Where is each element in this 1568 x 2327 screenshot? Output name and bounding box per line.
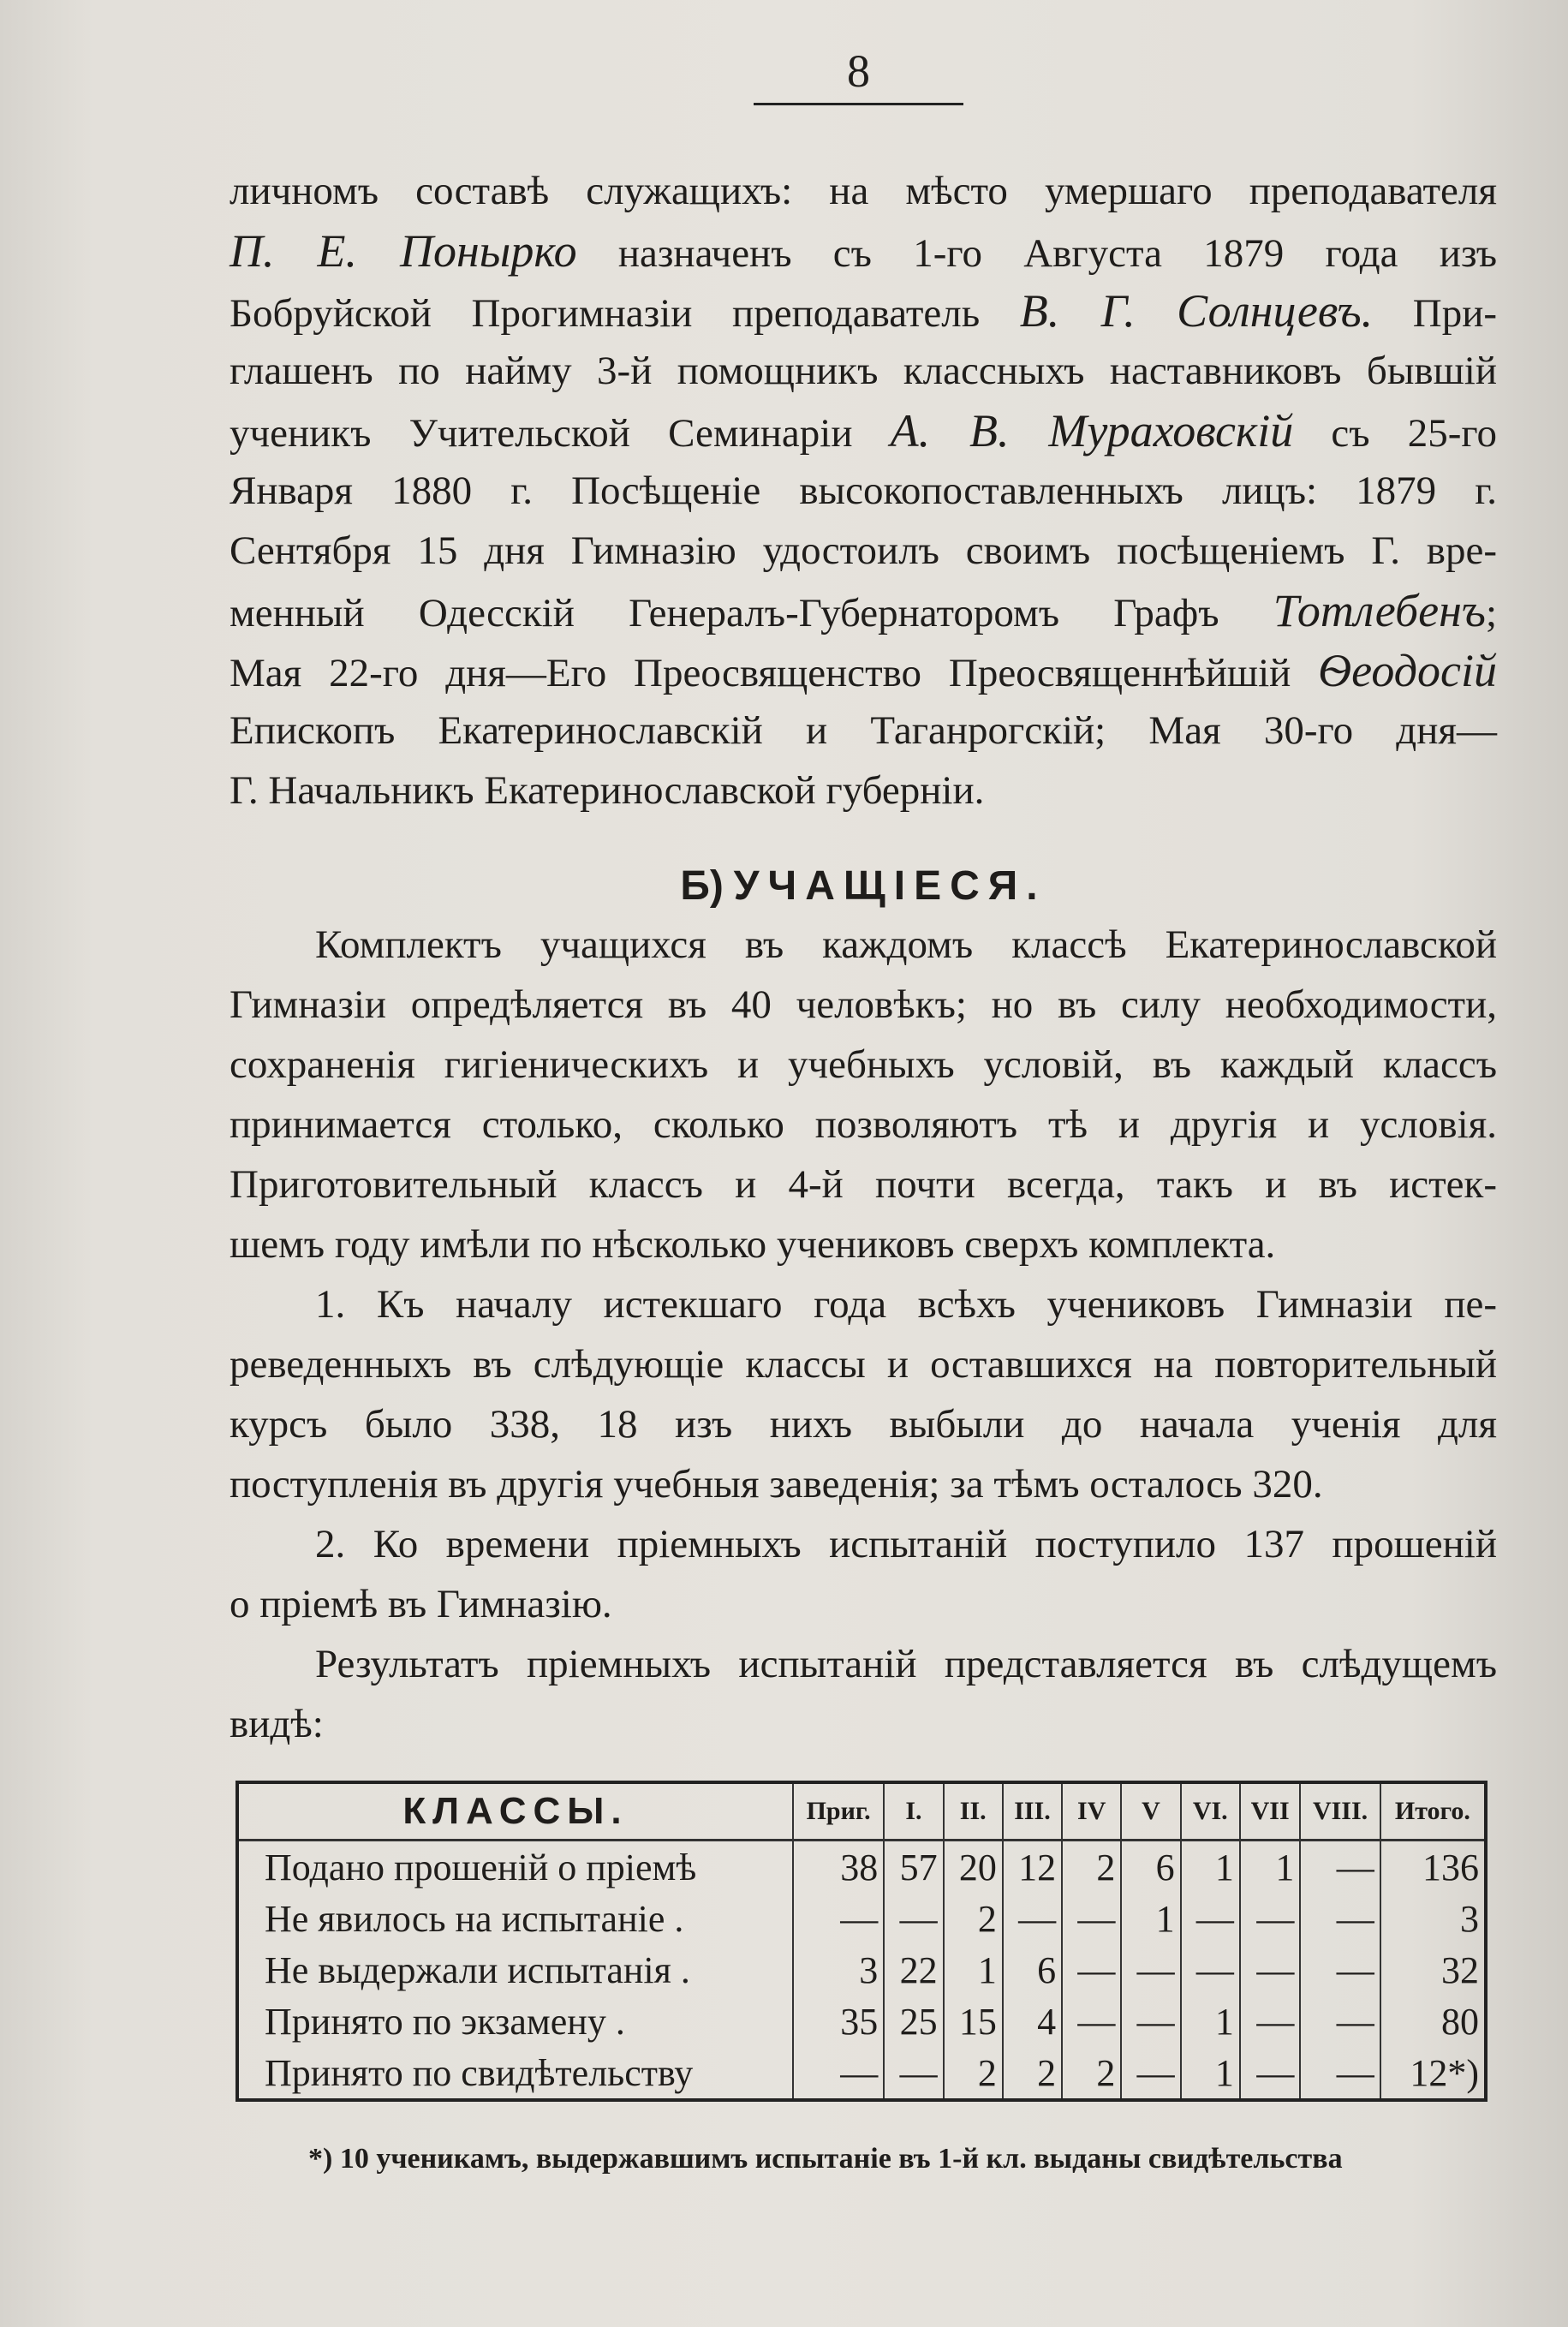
page-number: 8	[847, 45, 870, 97]
column-header: V	[1121, 1782, 1180, 1841]
text-line: шемъ году имѣли по нѣсколько учениковъ сверхъ комплекта.	[230, 1222, 1276, 1267]
column-header: Итого.	[1380, 1782, 1486, 1841]
table-cell: 25	[884, 1996, 943, 2047]
column-header: VI.	[1181, 1782, 1240, 1841]
table-cell: 80	[1380, 1996, 1486, 2047]
column-header: IV	[1062, 1782, 1121, 1841]
table-cell: —	[1300, 1944, 1380, 1996]
table-cell: —	[884, 1893, 943, 1944]
text-line: ученикъ Учительской Семинаріи А. В. Мураховскій съ 25-го	[230, 405, 1497, 456]
paragraph-students	[230, 915, 1497, 1754]
column-header: II.	[944, 1782, 1003, 1841]
person-name: Тотлебенъ	[1273, 585, 1486, 636]
table-cell: 32	[1380, 1944, 1486, 1996]
text-line: менный Одесскій Генералъ-Губернаторомъ Графъ Тотлебенъ;	[230, 585, 1497, 636]
table-cell: —	[1181, 1944, 1240, 1996]
text-line: сохраненія гигіеническихъ и учебныхъ условій, въ каждый классъ	[230, 1042, 1497, 1087]
table-cell: 2	[1003, 2047, 1062, 2100]
section-prefix: Б)	[680, 863, 724, 909]
row-label: Подано прошеній о пріемѣ	[265, 1846, 697, 1888]
column-header-classes: КЛАССЫ.	[237, 1782, 793, 1841]
table-row	[237, 1996, 1486, 2047]
table-body	[237, 1841, 1486, 2101]
table-cell: 1	[944, 1944, 1003, 1996]
text-line: личномъ составѣ служащихъ: на мѣсто умершаго преподавателя	[230, 169, 1497, 213]
table-cell: —	[1300, 1841, 1380, 1894]
table-cell: 4	[1003, 1996, 1062, 2047]
text-line: видѣ:	[230, 1702, 324, 1746]
table-cell: 20	[944, 1841, 1003, 1894]
text-line: 1. Къ началу истекшаго года всѣхъ учениковъ Гимназіи пе-	[315, 1282, 1497, 1327]
table-cell: —	[1062, 1944, 1121, 1996]
table-cell: —	[793, 2047, 884, 2100]
paragraph-staff	[230, 161, 1497, 820]
text-line: глашенъ по найму 3-й помощникъ классныхъ наставниковъ бывшій	[230, 349, 1497, 393]
table-cell: 15	[944, 1996, 1003, 2047]
person-name: В. Г. Солнцевъ.	[1019, 285, 1374, 337]
table-cell: —	[1300, 2047, 1380, 2100]
table-cell: —	[884, 2047, 943, 2100]
row-label: Принято по экзамену .	[265, 2000, 625, 2043]
table-cell: —	[793, 1893, 884, 1944]
text-line: курсъ было 338, 18 изъ нихъ выбыли до начала ученія для	[230, 1402, 1497, 1447]
table-row	[237, 1893, 1486, 1944]
table-cell: —	[1121, 1944, 1180, 1996]
table-cell: 1	[1181, 1841, 1240, 1894]
text-line: о пріемѣ въ Гимназію.	[230, 1582, 612, 1626]
table-cell: 2	[1062, 1841, 1121, 1894]
text-line: Приготовительный классъ и 4-й почти всегда, такъ и въ истек-	[230, 1162, 1497, 1207]
table-cell: 1	[1240, 1841, 1300, 1894]
table-cell: —	[1062, 1996, 1121, 2047]
table-cell: 1	[1181, 1996, 1240, 2047]
column-header: I.	[884, 1782, 943, 1841]
table-row	[237, 1944, 1486, 1996]
text-line: Мая 22-го дня—Его Преосвященство Преосвященнѣйшій Ѳеодосій	[230, 645, 1497, 696]
table-cell: —	[1240, 2047, 1300, 2100]
text-line: реведенныхъ въ слѣдующіе классы и оставшихся на повторительный	[230, 1342, 1497, 1387]
row-label: Принято по свидѣтельству	[265, 2051, 694, 2094]
person-name: П. Е. Понырко	[230, 225, 577, 277]
text-line: Января 1880 г. Посѣщеніе высокопоставленныхъ лицъ: 1879 г.	[230, 468, 1497, 513]
table-cell: 35	[793, 1996, 884, 2047]
text-line: Результатъ пріемныхъ испытаній представляется въ слѣдущемъ	[315, 1642, 1497, 1686]
text-line: П. Е. Понырко назначенъ съ 1-го Августа 1879 года изъ	[230, 225, 1498, 277]
table-cell: 57	[884, 1841, 943, 1894]
text-line: принимается столько, сколько позволяютъ тѣ и другія и условія.	[230, 1102, 1497, 1147]
table-cell: 6	[1121, 1841, 1180, 1894]
table-cell: 136	[1380, 1841, 1486, 1894]
table-cell: 12*)	[1380, 2047, 1486, 2100]
table-row	[237, 1841, 1486, 1894]
table-cell: 2	[1062, 2047, 1121, 2100]
text-line: Г. Начальникъ Екатеринославской губерніи.	[230, 768, 985, 813]
table-row	[237, 2047, 1486, 2100]
table-cell: 12	[1003, 1841, 1062, 1894]
text-line: Сентября 15 дня Гимназію удостоилъ своимъ посѣщеніемъ Г. вре-	[230, 528, 1497, 573]
column-header: VIII.	[1300, 1782, 1380, 1841]
table-cell: 2	[944, 2047, 1003, 2100]
section-title: УЧАЩІЕСЯ.	[733, 863, 1046, 909]
text-line: Бобруйской Прогимназіи преподаватель В. Г. Солнцевъ. При-	[230, 285, 1498, 337]
table-cell: 22	[884, 1944, 943, 1996]
table-cell: —	[1121, 2047, 1180, 2100]
text-line: Епископъ Екатеринославскій и Таганрогскій; Мая 30-го дня—	[230, 708, 1497, 753]
table-cell: 3	[1380, 1893, 1486, 1944]
text-line: поступленія въ другія учебныя заведенія; за тѣмъ осталось 320.	[230, 1462, 1323, 1507]
person-name: А. В. Мураховскій	[890, 405, 1294, 456]
table-cell: —	[1003, 1893, 1062, 1944]
table-cell: —	[1181, 1893, 1240, 1944]
person-name: Ѳеодосій	[1318, 645, 1497, 696]
table-cell: —	[1240, 1944, 1300, 1996]
column-header: III.	[1003, 1782, 1062, 1841]
table-cell: 1	[1121, 1893, 1180, 1944]
table-cell: —	[1121, 1996, 1180, 2047]
row-label: Не явилось на испытаніе .	[265, 1897, 684, 1940]
admission-results-table	[235, 1781, 1488, 2102]
text-line: Гимназіи опредѣляется въ 40 человѣкъ; но въ силу необходимости,	[230, 982, 1497, 1027]
table-cell: 3	[793, 1944, 884, 1996]
table-cell: —	[1240, 1893, 1300, 1944]
table-cell: 2	[944, 1893, 1003, 1944]
table-cell: 1	[1181, 2047, 1240, 2100]
text-line: 2. Ко времени пріемныхъ испытаній поступило 137 прошеній	[315, 1522, 1497, 1566]
table-header-row	[237, 1782, 1486, 1841]
table-cell: 6	[1003, 1944, 1062, 1996]
table-cell: —	[1300, 1893, 1380, 1944]
page-number-rule	[754, 103, 963, 105]
column-header: VII	[1240, 1782, 1300, 1841]
table-cell: —	[1300, 1996, 1380, 2047]
table-cell: —	[1062, 1893, 1121, 1944]
table-cell: —	[1240, 1996, 1300, 2047]
footnote: *) 10 ученикамъ, выдержавшимъ испытаніе въ 1-й кл. выданы свидѣтельства	[308, 2143, 1343, 2175]
row-label: Не выдержали испытанія .	[265, 1948, 690, 1991]
section-heading	[230, 856, 1497, 916]
column-header: Приг.	[793, 1782, 884, 1841]
table-cell: 38	[793, 1841, 884, 1894]
text-line: Комплектъ учащихся въ каждомъ классѣ Екатеринославской	[315, 922, 1497, 967]
